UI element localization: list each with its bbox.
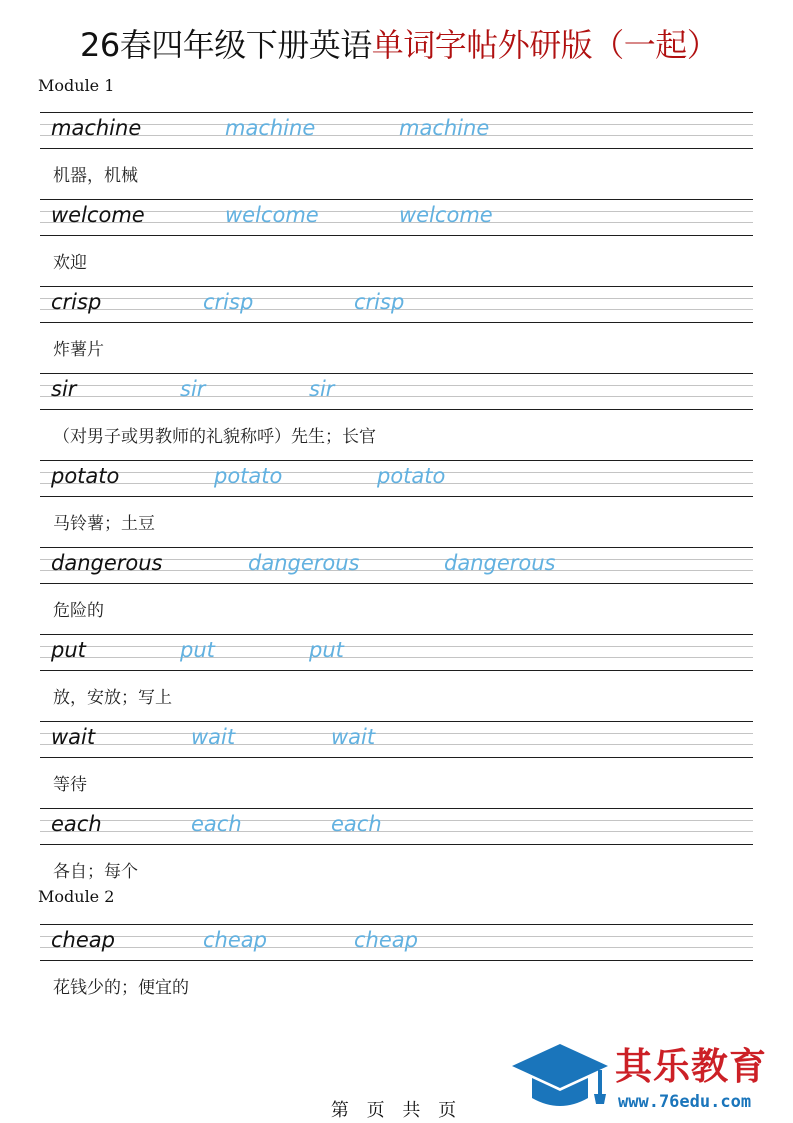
guide-line [40,148,753,149]
guide-line [40,496,753,497]
word-trace: machine [399,116,490,140]
word-example: cheap [51,928,115,952]
word-trace: each [331,812,382,836]
word-example: dangerous [51,551,163,575]
writing-row [40,634,753,671]
guide-line [40,211,753,212]
word-trace: sir [180,377,206,401]
word-trace: each [191,812,242,836]
word-meaning: 炸薯片 [53,340,104,360]
guide-line [40,547,753,548]
writing-row [40,199,753,236]
page-footer: 第 页 共 页 [330,1100,463,1121]
word-example: wait [51,725,96,749]
logo-name: 其乐教育 [615,1045,767,1088]
word-trace: crisp [203,290,254,314]
writing-row [40,286,753,323]
word-trace: put [180,638,215,662]
guide-line [40,646,753,647]
word-meaning: 危险的 [53,601,104,621]
guide-line [40,808,753,809]
guide-line [40,135,753,136]
guide-line [40,831,753,832]
word-example: machine [51,116,142,140]
word-meaning: 机器，机械 [53,166,138,186]
guide-line [40,744,753,745]
writing-row [40,112,753,149]
word-trace: wait [191,725,236,749]
title-grade-part: 26春四年级下册英语 [80,26,372,64]
word-meaning: 放，安放；写上 [53,688,172,708]
guide-line [40,460,753,461]
module-heading: Module 2 [38,887,115,906]
word-trace: dangerous [444,551,556,575]
guide-line [40,721,753,722]
word-example: welcome [51,203,145,227]
guide-line [40,199,753,200]
writing-row [40,721,753,758]
guide-line [40,820,753,821]
word-trace: welcome [399,203,493,227]
title-edition-part: 单词字帖外研版（一起） [371,26,719,64]
word-trace: welcome [225,203,319,227]
writing-row [40,924,753,961]
page-title [80,24,718,66]
word-meaning: 马铃薯；土豆 [53,514,155,534]
word-trace: potato [377,464,446,488]
module-heading: Module 1 [38,76,115,95]
word-example: put [51,638,86,662]
guide-line [40,733,753,734]
word-example: each [51,812,102,836]
logo-url: www.76edu.com [618,1092,752,1112]
word-trace: wait [331,725,376,749]
guide-line [40,670,753,671]
writing-row [40,808,753,845]
writing-row [40,547,753,584]
guide-line [40,124,753,125]
word-meaning: （对男子或男教师的礼貌称呼）先生；长官 [53,427,376,447]
word-meaning: 各自；每个 [53,862,138,882]
word-trace: sir [309,377,335,401]
word-example: sir [51,377,77,401]
word-trace: crisp [354,290,405,314]
guide-line [40,634,753,635]
guide-line [40,924,753,925]
word-trace: put [309,638,344,662]
word-example: crisp [51,290,102,314]
word-trace: machine [225,116,316,140]
guide-line [40,409,753,410]
guide-line [40,322,753,323]
guide-line [40,757,753,758]
word-example: potato [51,464,120,488]
guide-line [40,286,753,287]
writing-row [40,460,753,497]
writing-row [40,373,753,410]
word-meaning: 花钱少的；便宜的 [53,978,189,998]
guide-line [40,222,753,223]
guide-line [40,844,753,845]
guide-line [40,960,753,961]
guide-line [40,396,753,397]
word-meaning: 等待 [53,775,87,795]
guide-line [40,385,753,386]
guide-line [40,235,753,236]
guide-line [40,657,753,658]
word-trace: potato [214,464,283,488]
guide-line [40,112,753,113]
guide-line [40,373,753,374]
word-trace: cheap [203,928,267,952]
word-trace: dangerous [248,551,360,575]
word-trace: cheap [354,928,418,952]
word-meaning: 欢迎 [53,253,87,273]
guide-line [40,583,753,584]
